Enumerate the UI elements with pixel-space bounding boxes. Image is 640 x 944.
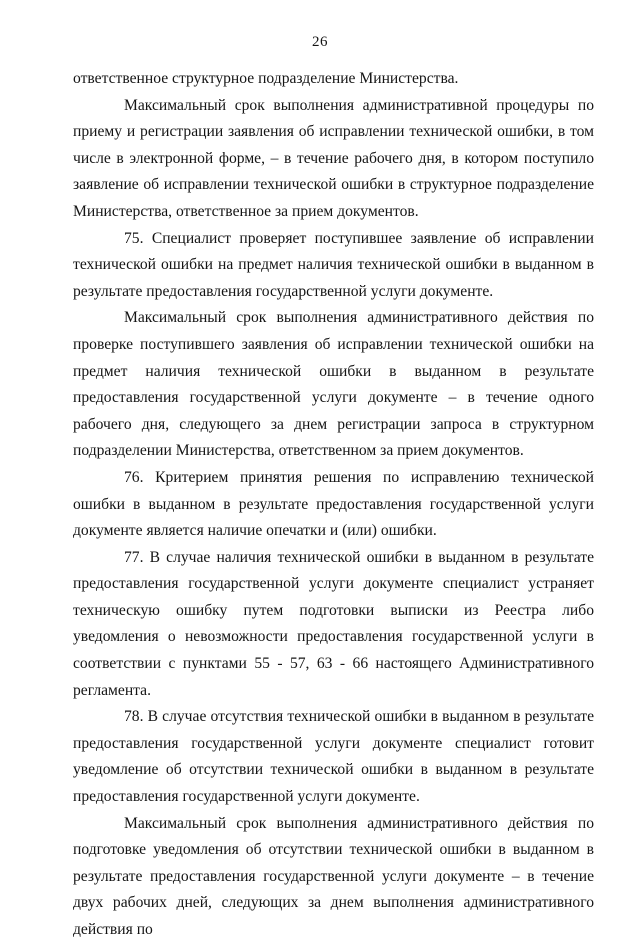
- document-body: [73, 66, 594, 944]
- paragraph-continuation: ответственное структурное подразделение Министерства.: [73, 70, 459, 87]
- page-number: 26: [312, 34, 328, 50]
- paragraph-78: 78. В случае отсутствия технической ошибки в выданном в результате предоставления государственной услуги документе специалист готовит уведомление об отсутствии технической ошибки в выданном в результате предоставления государственной услуги документе.: [73, 708, 594, 806]
- paragraph-76: 76. Критерием принятия решения по исправлению технической ошибки в выданном в результате предоставления государственной услуги документе является наличие опечатки и (или) ошибки.: [73, 468, 594, 540]
- paragraph-max-term-notice: Максимальный срок выполнения административного действия по подготовке уведомления об отсутствии технической ошибки в выданном в результате предоставления государственной услуги документе – в течение двух рабочих дней, следующих за днем выполнения административного действия по: [73, 814, 594, 938]
- paragraph-max-term-check: Максимальный срок выполнения административного действия по проверке поступившего заявления об исправлении технической ошибки на предмет наличия технической ошибки в выданном в результате предоставления государственной услуги документе – в течение одного рабочего дня, следующего за днем регистрации запроса в структурном подразделении Министерства, ответственном за прием документов.: [73, 309, 594, 460]
- paragraph-77: 77. В случае наличия технической ошибки в выданном в результате предоставления государственной услуги документе специалист устраняет техническую ошибку путем подготовки выписки из Реестра либо уведомления о невозможности предоставления государственной услуги в соответствии с пунктами 55 - 57, 63 - 66 настоящего Административного регламента.: [73, 548, 594, 699]
- paragraph-75: 75. Специалист проверяет поступившее заявление об исправлении технической ошибки на предмет наличия технической ошибки в выданном в результате предоставления государственной услуги документе.: [73, 229, 594, 300]
- paragraph-max-term-registration: Максимальный срок выполнения административной процедуры по приему и регистрации заявления об исправлении технической ошибки, в том числе в электронной форме, – в течение рабочего дня, в котором поступило заявление об исправлении технической ошибки в структурное подразделение Министерства, ответственное за прием документов.: [73, 96, 594, 220]
